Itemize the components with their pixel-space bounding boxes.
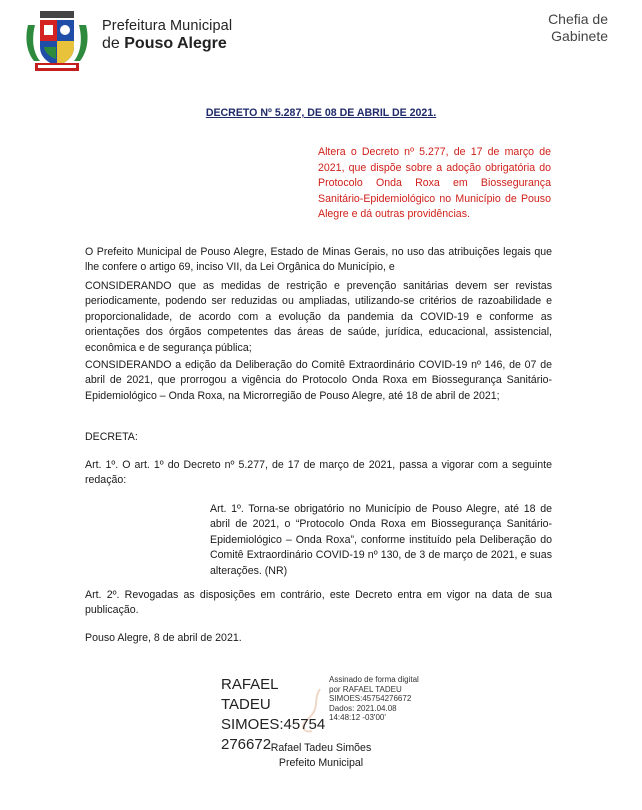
place-date: Pouso Alegre, 8 de abril de 2021.	[85, 632, 242, 644]
signature-meta-line3: SIMOES:45754276672	[329, 694, 412, 704]
department-line2: Gabinete	[551, 28, 608, 44]
department-line1: Chefia de	[548, 11, 608, 27]
signer-block	[0, 741, 642, 771]
org-name-city: Pouso Alegre	[124, 35, 227, 52]
article-1-paragraph: Art. 1º. O art. 1º do Decreto nº 5.277, de 17 de março de 2021, passa a vigorar com a seguinte redação:	[85, 459, 552, 487]
signature-meta-line5: 14:48:12 -03'00'	[329, 713, 386, 723]
signature-meta-line1: Assinado de forma digital	[329, 675, 419, 684]
article-2-paragraph: Art. 2º. Revogadas as disposições em contrário, este Decreto entra em vigor na data de sua publicação.	[85, 589, 552, 617]
signature-name-line1: RAFAEL TADEU	[221, 676, 278, 713]
preamble-paragraph: O Prefeito Municipal de Pouso Alegre, Estado de Minas Gerais, no uso das atribuições legais que lhe confere o artigo 69, inciso VII, da Lei Orgânica do Município, e	[85, 246, 552, 274]
signer-role: Prefeito Municipal	[278, 757, 364, 769]
digital-signature-metadata	[329, 675, 439, 723]
org-name-line2	[102, 35, 227, 53]
decree-summary: Altera o Decreto nº 5.277, de 17 de março de 2021, que dispõe sobre a adoção obrigatória do Protocolo Onda Roxa em Biossegurança Sanitário-Epidemiológico no Município de Pouso Alegre e dá outras providências.	[318, 146, 551, 221]
article-1-quoted-text: Art. 1º. Torna-se obrigatório no Município de Pouso Alegre, até 18 de abril de 2021, o “Protocolo Onda Roxa em Biossegurança Sanitário-Epidemiológico – Onda Roxa”, conforme instituído pela Deliberação do Comitê Extraordinário COVID-19 nº 130, de 3 de março de 2021, e suas alterações. (NR)	[210, 503, 552, 577]
considerando-paragraph-2: CONSIDERANDO a edição da Deliberação do Comitê Extraordinário COVID-19 nº 146, de 07 de abril de 2021, que prorrogou a vigência do Protocolo Onda Roxa em Biossegurança Sanitário-Epidemiológico – Onda Roxa, na Microrregião de Pouso Alegre, até 18 de abril de 2021;	[85, 359, 552, 402]
org-name-prefix: de	[102, 35, 120, 52]
decree-title: DECRETO Nº 5.287, DE 08 DE ABRIL DE 2021.	[205, 107, 437, 119]
decreta-heading: DECRETA:	[85, 431, 138, 443]
signature-name-line2: SIMOES:45754	[221, 716, 326, 733]
considerando-paragraph-1: CONSIDERANDO que as medidas de restrição e prevenção sanitárias devem ser revistas periodicamente, podendo ser reduzidas ou ampliadas, utilizando-se critérios de razoabilidade e proporcionalidade, de acordo com a evolução da pandemia da COVID-19 e conforme as orientações dos órgãos competentes das áreas de saúde, jurídica, educacional, assistencial, econômica e de segurança pública;	[85, 280, 552, 354]
signature-meta-line2: por RAFAEL TADEU	[329, 684, 402, 694]
municipal-coat-of-arms-icon	[22, 11, 92, 73]
org-name-line1: Prefeitura Municipal	[102, 18, 233, 34]
signature-meta-line4: Dados: 2021.04.08	[329, 703, 397, 713]
signature-name-line3: 276672	[221, 736, 272, 753]
signer-name: Rafael Tadeu Simões	[270, 742, 372, 754]
